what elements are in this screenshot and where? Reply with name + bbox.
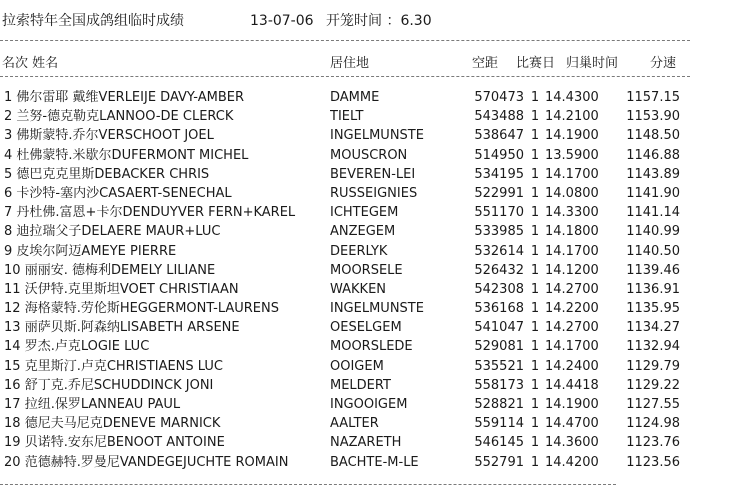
row-location: DAMME <box>330 90 380 105</box>
row-location: ANZEGEM <box>330 224 396 240</box>
row-arrival-time: 14.2200 <box>545 301 599 317</box>
row-speed: 1146.88 <box>626 147 680 163</box>
row-location: AALTER <box>330 416 379 432</box>
row-arrival-time: 14.1200 <box>545 262 599 278</box>
row-name: 兰努-德克勒克LANNOO-DE CLERCK <box>16 109 234 125</box>
row-day: 1 <box>530 454 540 470</box>
row-day: 1 <box>530 243 540 259</box>
row-name: 佛斯蒙特.乔尔VERSCHOOT JOEL <box>16 128 214 144</box>
row-rank: 12 <box>4 301 21 317</box>
row-distance: 570473 <box>474 90 524 105</box>
row-day: 1 <box>530 128 540 144</box>
row-distance: 538647 <box>474 128 524 144</box>
table-row <box>0 165 730 184</box>
row-name: 舒丁克.乔尼SCHUDDINCK JONI <box>24 377 214 393</box>
row-distance: 529081 <box>474 339 524 355</box>
col-speed: 分速 <box>650 56 677 71</box>
row-name: 海格蒙特.劳伦斯HEGGERMONT-LAURENS <box>24 301 279 317</box>
row-arrival-time: 14.3300 <box>545 205 599 221</box>
row-distance: 543488 <box>474 109 524 125</box>
table-row <box>0 299 730 318</box>
row-location: INGOOIGEM <box>330 397 408 412</box>
row-distance: 551170 <box>474 205 524 221</box>
race-date: 13-07-06 <box>250 13 314 29</box>
row-distance: 558173 <box>474 377 524 393</box>
row-distance: 535521 <box>474 358 524 374</box>
row-arrival-time: 14.1700 <box>545 166 599 182</box>
row-arrival-time: 14.1900 <box>545 397 599 412</box>
table-row <box>0 203 730 222</box>
row-name: 德巴克克里斯DEBACKER CHRIS <box>16 166 210 182</box>
row-arrival-time: 14.3600 <box>545 435 599 451</box>
row-rank-name <box>4 128 328 144</box>
row-speed: 1123.56 <box>626 454 680 470</box>
row-distance: 552791 <box>474 454 524 470</box>
row-speed: 1141.90 <box>626 185 680 201</box>
row-speed: 1123.76 <box>626 435 680 451</box>
row-rank: 4 <box>4 147 13 163</box>
row-speed: 1140.99 <box>626 224 680 240</box>
row-day: 1 <box>530 185 540 201</box>
table-row <box>0 280 730 299</box>
row-day: 1 <box>530 358 540 374</box>
row-rank-name <box>4 416 328 432</box>
row-rank: 13 <box>4 320 21 336</box>
row-rank: 16 <box>4 377 21 393</box>
row-location: TIELT <box>330 109 364 125</box>
row-location: NAZARETH <box>330 435 402 451</box>
row-speed: 1157.15 <box>626 90 680 105</box>
row-speed: 1153.90 <box>626 109 680 125</box>
row-arrival-time: 14.0800 <box>545 185 599 201</box>
row-day: 1 <box>530 147 540 163</box>
table-row <box>0 184 730 203</box>
table-row <box>0 433 730 452</box>
table-row <box>0 318 730 337</box>
row-arrival-time: 14.1800 <box>545 224 599 240</box>
row-rank-name <box>4 90 328 106</box>
report-title: 拉索特年全国成鸽组临时成绩 <box>2 13 184 29</box>
row-speed: 1129.79 <box>626 358 680 374</box>
row-rank: 15 <box>4 358 21 374</box>
row-name: 丽丽安. 德梅利DEMELY LILIANE <box>24 262 216 278</box>
table-row <box>0 414 730 433</box>
row-distance: 522991 <box>474 185 524 201</box>
row-rank-name <box>4 339 328 355</box>
table-row <box>0 88 730 107</box>
table-row <box>0 453 730 472</box>
table-row <box>0 261 730 280</box>
row-distance: 514950 <box>474 147 524 163</box>
row-location: OESELGEM <box>330 320 402 336</box>
row-distance: 532614 <box>474 243 524 259</box>
row-rank: 19 <box>4 435 21 451</box>
row-day: 1 <box>530 416 540 432</box>
col-rank-name: 名次 姓名 <box>2 56 59 71</box>
row-name: 克里斯汀.卢克CHRISTIAENS LUC <box>24 358 223 374</box>
row-rank: 5 <box>4 166 13 182</box>
row-distance: 533985 <box>474 224 524 240</box>
row-name: 贝诺特.安东尼BENOOT ANTOINE <box>24 435 225 451</box>
row-rank: 17 <box>4 397 21 412</box>
row-rank-name <box>4 148 328 164</box>
row-rank: 6 <box>4 185 13 201</box>
row-speed: 1134.27 <box>626 320 680 336</box>
row-arrival-time: 14.2400 <box>545 358 599 374</box>
row-rank-name <box>4 301 328 317</box>
row-name: 丹杜佛.富恩+卡尔DENDUYVER FERN+KAREL <box>16 205 296 221</box>
row-location: OOIGEM <box>330 358 384 374</box>
row-rank-name <box>4 359 328 375</box>
row-rank: 11 <box>4 281 21 297</box>
row-rank-name <box>4 263 328 279</box>
row-name: 丽萨贝斯.阿森纳LISABETH ARSENE <box>24 320 240 336</box>
divider-top <box>0 40 690 41</box>
col-distance: 空距 <box>472 56 499 71</box>
row-rank: 10 <box>4 262 21 278</box>
row-location: DEERLYK <box>330 243 388 259</box>
col-arrival: 归巢时间 <box>566 56 619 71</box>
release-time: 开笼时间 ：6.30 <box>326 13 432 29</box>
row-day: 1 <box>530 262 540 278</box>
row-rank-name <box>4 167 328 183</box>
row-rank-name <box>4 244 328 260</box>
row-rank: 9 <box>4 243 13 259</box>
row-distance: 536168 <box>474 301 524 317</box>
row-location: BEVEREN-LEI <box>330 166 416 182</box>
row-rank: 2 <box>4 109 13 125</box>
row-distance: 559114 <box>474 416 524 432</box>
row-location: ICHTEGEM <box>330 205 399 221</box>
row-arrival-time: 14.4418 <box>545 377 599 393</box>
row-rank-name <box>4 397 328 413</box>
col-day: 比赛日 <box>516 56 556 71</box>
row-speed: 1139.46 <box>626 262 680 278</box>
table-row <box>0 242 730 261</box>
divider-header <box>0 76 690 77</box>
row-day: 1 <box>530 435 540 451</box>
row-rank: 7 <box>4 205 13 221</box>
row-name: 迪拉瑞父子DELAERE MAUR+LUC <box>16 224 221 240</box>
row-location: WAKKEN <box>330 281 387 297</box>
row-distance: 542308 <box>474 281 524 297</box>
row-rank-name <box>4 435 328 451</box>
table-row <box>0 146 730 165</box>
row-distance: 546145 <box>474 435 524 451</box>
table-row <box>0 222 730 241</box>
row-name: 沃伊特.克里斯坦VOET CHRISTIAAN <box>24 281 239 297</box>
table-row <box>0 395 730 414</box>
row-distance: 526432 <box>474 262 524 278</box>
row-location: MOORSELE <box>330 262 403 278</box>
row-location: INGELMUNSTE <box>330 301 424 317</box>
row-rank: 20 <box>4 454 21 470</box>
row-name: 范德赫特.罗曼尼VANDEGEJUCHTE ROMAIN <box>24 454 289 470</box>
row-location: MOUSCRON <box>330 147 408 163</box>
row-rank-name <box>4 282 328 298</box>
row-day: 1 <box>530 281 540 297</box>
row-name: 佛尔雷耶 戴维VERLEIJE DAVY-AMBER <box>16 90 244 105</box>
row-rank: 1 <box>4 90 13 105</box>
table-row <box>0 337 730 356</box>
row-day: 1 <box>530 166 540 182</box>
row-arrival-time: 14.4700 <box>545 416 599 432</box>
row-arrival-time: 14.1900 <box>545 128 599 144</box>
row-rank-name <box>4 455 328 471</box>
row-distance: 528821 <box>474 397 524 412</box>
row-name: 拉纽.保罗LANNEAU PAUL <box>24 397 181 412</box>
row-day: 1 <box>530 301 540 317</box>
row-day: 1 <box>530 377 540 393</box>
row-rank-name <box>4 109 328 125</box>
report-header <box>2 10 432 30</box>
row-day: 1 <box>530 339 540 355</box>
table-row <box>0 357 730 376</box>
row-speed: 1148.50 <box>626 128 680 144</box>
row-rank: 14 <box>4 339 21 355</box>
row-speed: 1124.98 <box>626 416 680 432</box>
row-rank-name <box>4 186 328 202</box>
divider-bottom <box>0 484 616 485</box>
row-arrival-time: 14.2100 <box>545 109 599 125</box>
row-speed: 1136.91 <box>626 281 680 297</box>
row-speed: 1129.22 <box>626 377 680 393</box>
results-table <box>0 88 730 472</box>
row-name: 德尼夫马尼克DENEVE MARNICK <box>24 416 221 432</box>
row-name: 罗杰.卢克LOGIE LUC <box>24 339 150 355</box>
row-speed: 1141.14 <box>626 205 680 221</box>
row-location: MOORSLEDE <box>330 339 413 355</box>
row-speed: 1140.50 <box>626 243 680 259</box>
row-arrival-time: 14.4200 <box>545 454 599 470</box>
table-row <box>0 126 730 145</box>
row-arrival-time: 14.4300 <box>545 90 599 105</box>
row-day: 1 <box>530 224 540 240</box>
row-name: 卡沙特-塞内沙CASAERT-SENECHAL <box>16 185 232 201</box>
row-location: INGELMUNSTE <box>330 128 424 144</box>
row-rank-name <box>4 378 328 394</box>
row-location: RUSSEIGNIES <box>330 185 418 201</box>
row-arrival-time: 14.1700 <box>545 243 599 259</box>
table-row <box>0 376 730 395</box>
row-rank-name <box>4 224 328 240</box>
row-day: 1 <box>530 90 540 105</box>
row-arrival-time: 13.5900 <box>545 147 599 163</box>
row-location: BACHTE-M-LE <box>330 454 419 470</box>
row-speed: 1127.55 <box>626 397 680 412</box>
row-rank-name <box>4 205 328 221</box>
row-day: 1 <box>530 320 540 336</box>
row-distance: 541047 <box>474 320 524 336</box>
row-location: MELDERT <box>330 377 391 393</box>
row-rank: 3 <box>4 128 13 144</box>
row-rank: 18 <box>4 416 21 432</box>
row-day: 1 <box>530 205 540 221</box>
row-rank: 8 <box>4 224 13 240</box>
table-row <box>0 107 730 126</box>
row-arrival-time: 14.1700 <box>545 339 599 355</box>
col-location: 居住地 <box>330 56 370 71</box>
row-day: 1 <box>530 397 540 412</box>
row-name: 皮埃尔阿迈AMEYE PIERRE <box>16 243 177 259</box>
row-distance: 534195 <box>474 166 524 182</box>
row-day: 1 <box>530 109 540 125</box>
row-arrival-time: 14.2700 <box>545 281 599 297</box>
row-speed: 1132.94 <box>626 339 680 355</box>
row-arrival-time: 14.2700 <box>545 320 599 336</box>
row-rank-name <box>4 320 328 336</box>
row-speed: 1143.89 <box>626 166 680 182</box>
row-name: 杜佛蒙特.米歇尔DUFERMONT MICHEL <box>16 147 249 163</box>
row-speed: 1135.95 <box>626 301 680 317</box>
